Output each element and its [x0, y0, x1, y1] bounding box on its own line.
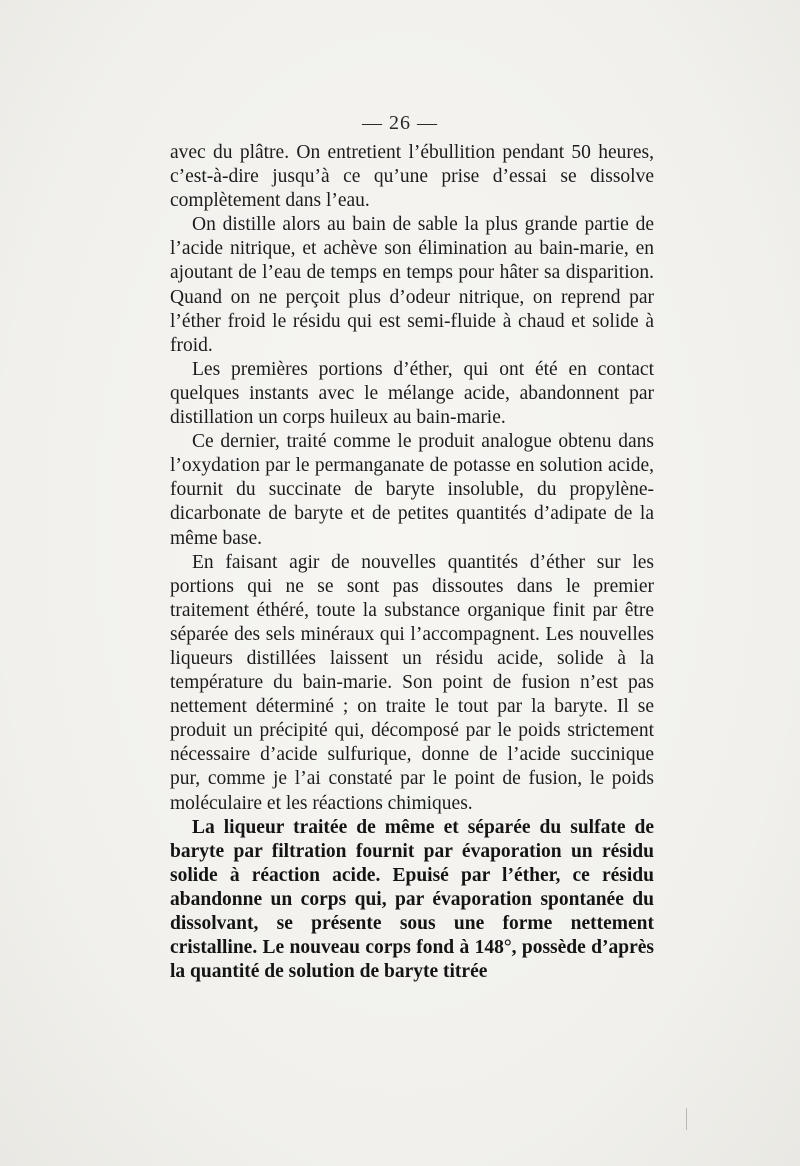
paragraph-new-ether: En faisant agir de nouvelles quantités d’éther sur les portions qui ne se sont pas dissoutes dans le premier traitement éthéré, toute la substance organique finit par être séparée des sels minéraux qui l’accompagnent. Les nouvelles liqueurs distillées laissent un résidu acide, solide à la température du bain-marie. Son point de fusion n’est pas nettement déterminé ; on traite le tout par la baryte. Il se produit un précipité qui, décomposé par le poids strictement nécessaire d’acide sulfurique, donne de l’acide succinique pur, comme je l’ai constaté par le point de fusion, le poids moléculaire et les réactions chimiques.	[170, 551, 654, 814]
margin-mark	[686, 1108, 687, 1130]
paragraph-filtrate: La liqueur traitée de même et séparée du sulfate de baryte par filtration fournit par évaporation un résidu solide à réaction acide. Epuisé par l’éther, ce résidu abandonne un corps qui, par évaporation spontanée du dissolvant, se présente sous une forme nettement cristalline. Le nouveau corps fond à 148°, possède d’après la quantité de solution de baryte titrée	[170, 816, 654, 983]
body-text	[170, 141, 654, 984]
paragraph-ether-portions: Les premières portions d’éther, qui ont été en contact quelques instants avec le mélange acide, abandonnent par distillation un corps huileux au bain-marie.	[170, 358, 654, 429]
paragraph-continuation: avec du plâtre. On entretient l’ébullition pendant 50 heures, c’est-à-dire jusqu’à ce qu’une prise d’essai se dissolve complètement dans l’eau.	[170, 142, 654, 212]
paragraph-oily-body: Ce dernier, traité comme le produit analogue obtenu dans l’oxydation par le permanganate de potasse en solution acide, fournit du succinate de baryte insoluble, du propylène-dicarbonate de baryte et de petites quantités d’adipate de la même base.	[170, 431, 654, 549]
page-number: — 26 —	[362, 112, 438, 134]
paragraph-distillation: On distille alors au bain de sable la plus grande partie de l’acide nitrique, et achève son élimination au bain-marie, en ajoutant de l’eau de temps en temps pour hâter sa disparition. Quand on ne perçoit plus d’odeur nitrique, on reprend par l’éther froid le résidu qui est semi-fluide à chaud et solide à froid.	[170, 214, 654, 356]
